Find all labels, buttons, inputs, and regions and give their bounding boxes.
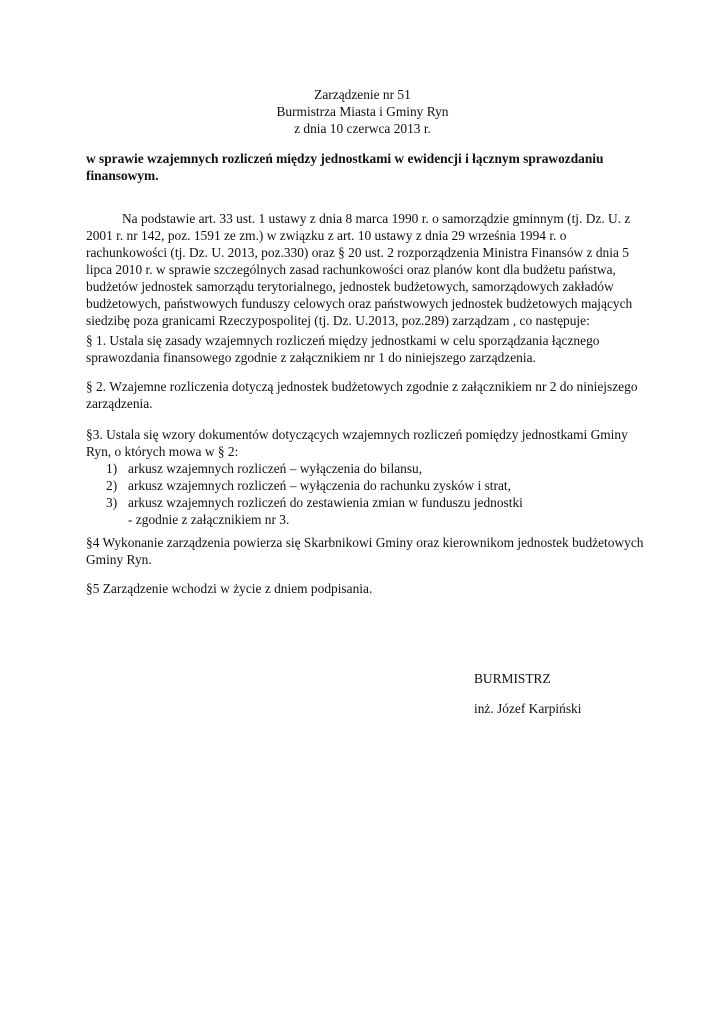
ordinance-number: Zarządzenie nr 51 (314, 87, 411, 102)
signature-name: inż. Józef Karpiński (474, 701, 582, 716)
list-item-number: 2) (106, 478, 118, 493)
document-header (0, 86, 725, 137)
list-item-number: 3) (106, 495, 118, 510)
section-3: §3. Ustala się wzory dokumentów dotyczących wzajemnych rozliczeń pomiędzy jednostkami Gminy Ryn, o których mowa w § 2: (86, 427, 628, 459)
document-subject: w sprawie wzajemnych rozliczeń między jednostkami w ewidencji i łącznym sprawozdaniu finansowym. (86, 151, 604, 183)
list-item-text: arkusz wzajemnych rozliczeń – wyłączenia do rachunku zysków i strat, (128, 478, 511, 493)
section-3-list (106, 460, 646, 511)
section-2: § 2. Wzajemne rozliczenia dotyczą jednostek budżetowych zgodnie z załącznikiem nr 2 do niniejszego zarządzenia. (86, 379, 638, 411)
list-item (106, 494, 646, 511)
section-3-attachment-note: - zgodnie z załącznikiem nr 3. (128, 512, 290, 527)
section-5: §5 Zarządzenie wchodzi w życie z dniem podpisania. (86, 581, 373, 596)
issuer: Burmistrza Miasta i Gminy Ryn (276, 104, 449, 119)
issue-date: z dnia 10 czerwca 2013 r. (294, 121, 431, 136)
list-item (106, 460, 646, 477)
section-4: §4 Wykonanie zarządzenia powierza się Skarbnikowi Gminy oraz kierownikom jednostek budżetowych Gminy Ryn. (86, 535, 644, 567)
list-item-number: 1) (106, 461, 118, 476)
list-item-text: arkusz wzajemnych rozliczeń – wyłączenia do bilansu, (128, 461, 423, 476)
signature-title: BURMISTRZ (474, 671, 551, 686)
legal-basis-paragraph: Na podstawie art. 33 ust. 1 ustawy z dnia 8 marca 1990 r. o samorządzie gminnym (tj. Dz. U. z 2001 r. nr 142, poz. 1591 ze zm.) w związku z art. 10 ustawy z dnia 29 września 1994 r. o rachunkowości (tj. Dz. U. 2013, poz.330) oraz § 20 ust. 2 rozporządzenia Ministra Finansów z dnia 5 lipca 2010 r. w sprawie szczególnych zasad rachunkowości oraz planów kont dla budżetu państwa, budżetów jednostek samorządu terytorialnego, jednostek budżetowych, samorządowych zakładów budżetowych, państwowych funduszy celowych oraz państwowych jednostek budżetowych mających siedzibę poza granicami Rzeczypospolitej (tj. Dz. U.2013, poz.289) zarządzam , co następuje: (86, 211, 633, 328)
list-item-text: arkusz wzajemnych rozliczeń do zestawienia zmian w funduszu jednostki (128, 495, 523, 510)
section-1: § 1. Ustala się zasady wzajemnych rozliczeń między jednostkami w celu sporządzania łącznego sprawozdania finansowego zgodnie z załącznikiem nr 1 do niniejszego zarządzenia. (86, 333, 600, 365)
list-item (106, 477, 646, 494)
